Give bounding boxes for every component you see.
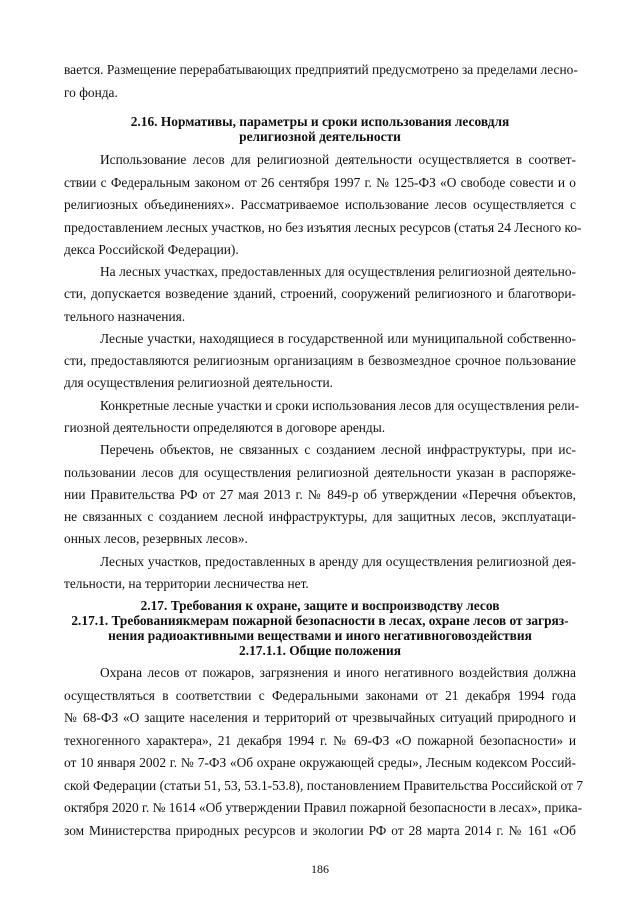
text-line: техногенного характера», 21 декабря 1994 г. № 69-ФЗ «О пожарной безопасности» и [64, 733, 576, 748]
subsection-heading: 2.17.1. Требованиякмерам пожарной безопасности в лесах, охране лесов от загряз- [71, 613, 569, 628]
text-line: сти, предоставляются религиозным организациям в безвозмездное срочное пользование [64, 353, 576, 368]
text-line: гиозной деятельности определяются в договоре аренды. [64, 420, 386, 435]
page-number: 186 [311, 862, 329, 876]
text-line: Охрана лесов от пожаров, загрязнения и иного негативного воздействия должна [100, 665, 576, 680]
text-line: ствии с Федеральным законом от 26 сентября 1997 г. № 125-ФЗ «О свободе совести и о [64, 175, 576, 190]
text-line: декса Российской Федерации). [64, 242, 239, 257]
text-line: сти, допускается возведение зданий, строений, сооружений религиозного и благотвори- [64, 286, 576, 301]
text-line: религиозных объединениях». Рассматриваемое использование лесов осуществляется с [64, 197, 576, 212]
text-line: Конкретные лесные участки и сроки использования лесов для осуществления рели- [100, 398, 580, 413]
text-line: онных лесов, резервных лесов». [64, 531, 248, 546]
section-heading: религиозной деятельности [239, 129, 401, 144]
text-line: Лесные участки, находящиеся в государственной или муниципальной собственно- [100, 331, 576, 346]
text-line: Использование лесов для религиозной деятельности осуществляется в соответ- [100, 152, 576, 167]
text-line: тельного назначения. [64, 309, 186, 324]
text-line: На лесных участках, предоставленных для осуществления религиозной деятельно- [100, 264, 576, 279]
text-line: осуществляться в соответствии с Федеральными законами от 21 декабря 1994 года [64, 688, 576, 703]
text-line: Лесных участков, предоставленных в аренду для осуществления религиозной дея- [100, 554, 576, 569]
text-line: нии Правительства РФ от 27 мая 2013 г. № 849-р об утверждении «Перечня объектов, [64, 487, 576, 502]
text-line: не связанных с созданием лесной инфраструктуры, для защитных лесов, эксплуатаци- [64, 509, 576, 524]
text-line: тельности, на территории лесничества нет. [64, 576, 309, 591]
text-line: от 10 января 2002 г. № 7-ФЗ «Об охране окружающей среды», Лесным кодексом Россий- [64, 755, 576, 770]
text-line: вается. Размещение перерабатывающих предприятий предусмотрено за пределами лесно- [64, 62, 578, 77]
text-line: ской Федерации (статьи 51, 53, 53.1-53.8), постановлением Правительства Российской от 7 [64, 778, 583, 793]
subsection-heading: нения радиоактивными веществами и иного негативноговоздействия [108, 628, 532, 643]
subsubsection-heading: 2.17.1.1. Общие положения [239, 643, 401, 658]
section-heading: 2.16. Нормативы, параметры и сроки использования лесовдля [130, 114, 510, 129]
text-line: для осуществления религиозной деятельности. [64, 375, 333, 390]
text-line: Перечень объектов, не связанных с созданием лесной инфраструктуры, при ис- [100, 442, 576, 457]
text-line: го фонда. [64, 85, 118, 100]
text-line: октября 2020 г. № 1614 «Об утверждении Правил пожарной безопасности в лесах», прика- [64, 800, 583, 815]
text-line: № 68-ФЗ «О защите населения и территорий от чрезвычайных ситуаций природного и [64, 710, 576, 725]
text-line: предоставлением лесных участков, но без изъятия лесных ресурсов (статья 24 Лесного ко- [64, 220, 582, 235]
text-line: зом Министерства природных ресурсов и экологии РФ от 28 марта 2014 г. № 161 «Об [64, 823, 576, 838]
section-heading: 2.17. Требования к охране, защите и воспроизводству лесов [140, 598, 500, 613]
text-line: пользовании лесов для осуществления религиозной деятельности указан в распоряже- [64, 465, 576, 480]
